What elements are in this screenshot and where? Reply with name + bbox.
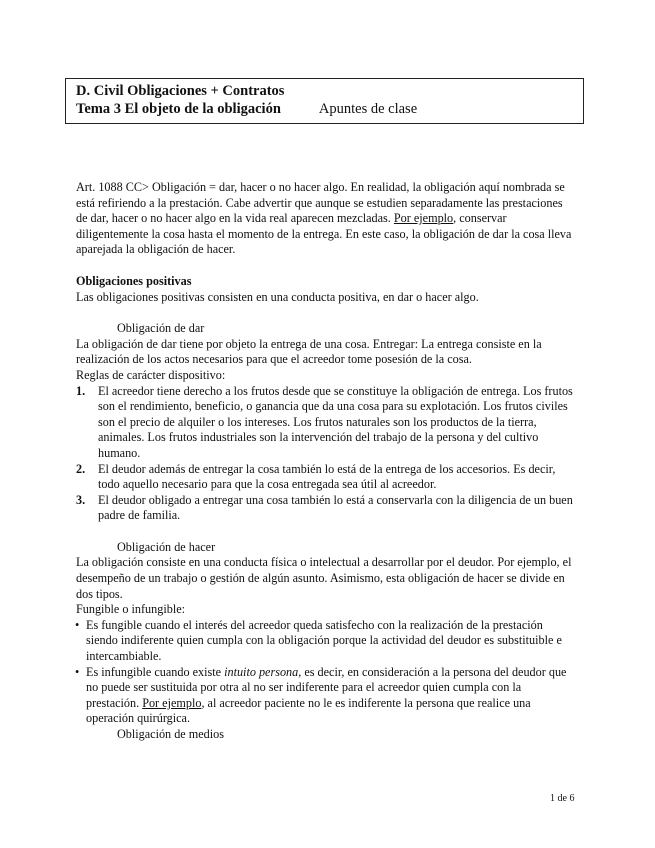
intro-text-2: , conservar diligentemente la cosa hasta el momento de la entrega. En este caso, la obligación de dar la cosa lleva aparejada la obligación de hacer. (76, 211, 572, 257)
subheading-obligacion-medios: Obligación de medios (117, 727, 224, 741)
list-item (76, 384, 576, 462)
list-item-text: El acreedor tiene derecho a los frutos desde que se constituye la obligación de entrega. Los frutos son el rendimiento, beneficio, o ganancia que da una cosa para su explotación. Los frutos civiles son el precio de alquiler o los intereses. Los frutos naturales son los productos de la tierra, animales. Los frutos industriales son la intervención del trabajo de la persona y del cultivo humano. (98, 383, 573, 460)
header-line-1 (76, 82, 573, 100)
positivas-paragraph: Las obligaciones positivas consisten en una conducta positiva, en dar o hacer algo. (76, 289, 479, 304)
intro-text-1: Art. 1088 CC> Obligación = dar, hacer o no hacer algo. En realidad, la obligación aquí nombrada se está refiriendo a la prestación. Cabe advertir que aunque se estudien separadamente las prestaciones de dar, hacer o no hacer algo en la vida real aparecen mezcladas. (76, 180, 565, 226)
list-number: 2. (76, 461, 86, 476)
list-item (76, 665, 576, 727)
list-item-text: Es infungible cuando existe (86, 664, 225, 679)
intro-paragraph (76, 180, 576, 258)
subheading-obligacion-dar: Obligación de dar (117, 321, 205, 336)
dar-paragraph: La obligación de dar tiene por objeto la entrega de una cosa. Entregar: La entrega consiste en la realización de los actos necesarios para que el acreedor tome posesión de la cosa. (76, 336, 542, 367)
list-item-text: El deudor además de entregar la cosa también lo está de la entrega de los accesorios. Es decir, todo aquello necesario para que la cosa entregada sea útil al acreedor. (98, 461, 556, 492)
course-title: D. Civil Obligaciones + Contratos (76, 83, 285, 99)
reglas-label: Reglas de carácter dispositivo: (76, 367, 226, 382)
list-item (76, 462, 576, 493)
document-body (76, 180, 576, 743)
latin-term: intuito persona (224, 664, 299, 679)
bullet-icon: • (75, 617, 80, 632)
reglas-list (76, 384, 576, 524)
example-underlined: Por ejemplo (142, 695, 202, 710)
fungible-label: Fungible o infungible: (76, 602, 186, 617)
page-number: 1 de 6 (550, 793, 575, 804)
fungible-list (76, 618, 576, 727)
bullet-icon: • (75, 664, 80, 679)
list-item-text: El deudor obligado a entregar una cosa también lo está a conservarla con la diligencia de un buen padre de familia. (98, 492, 573, 523)
topic-title: Tema 3 El objeto de la obligación (76, 101, 281, 117)
header-line-2 (76, 100, 573, 118)
section-heading-positivas: Obligaciones positivas (76, 273, 192, 288)
hacer-paragraph: La obligación consiste en una conducta física o intelectual a desarrollar por el deudor. Por ejemplo, el desempeño de un trabajo o gestión de algún asunto. Asimismo, esta obligación de hacer se divide en dos tipos. (76, 555, 572, 601)
list-number: 1. (76, 383, 86, 398)
header-subtitle: Apuntes de clase (318, 101, 418, 117)
intro-example-underlined: Por ejemplo (393, 211, 454, 226)
list-item (76, 618, 576, 665)
list-item-text: , al acreedor paciente no le es indiferente la persona que realice una operación quirúrgica. (86, 695, 531, 726)
list-item-text: , es decir, en consideración a la persona del deudor que no puede ser sustituida por otra al no ser indiferente para el acreedor quien cumpla con la prestación. (86, 664, 567, 710)
list-item-text: Es fungible cuando el interés del acreedor queda satisfecho con la realización de la prestación siendo indiferente quien cumpla con la obligación porque la actividad del deudor es substituible e intercambiable. (86, 617, 562, 664)
document-header (65, 78, 584, 124)
list-item (76, 493, 576, 524)
subheading-obligacion-hacer: Obligación de hacer (117, 539, 216, 554)
list-number: 3. (76, 492, 86, 507)
